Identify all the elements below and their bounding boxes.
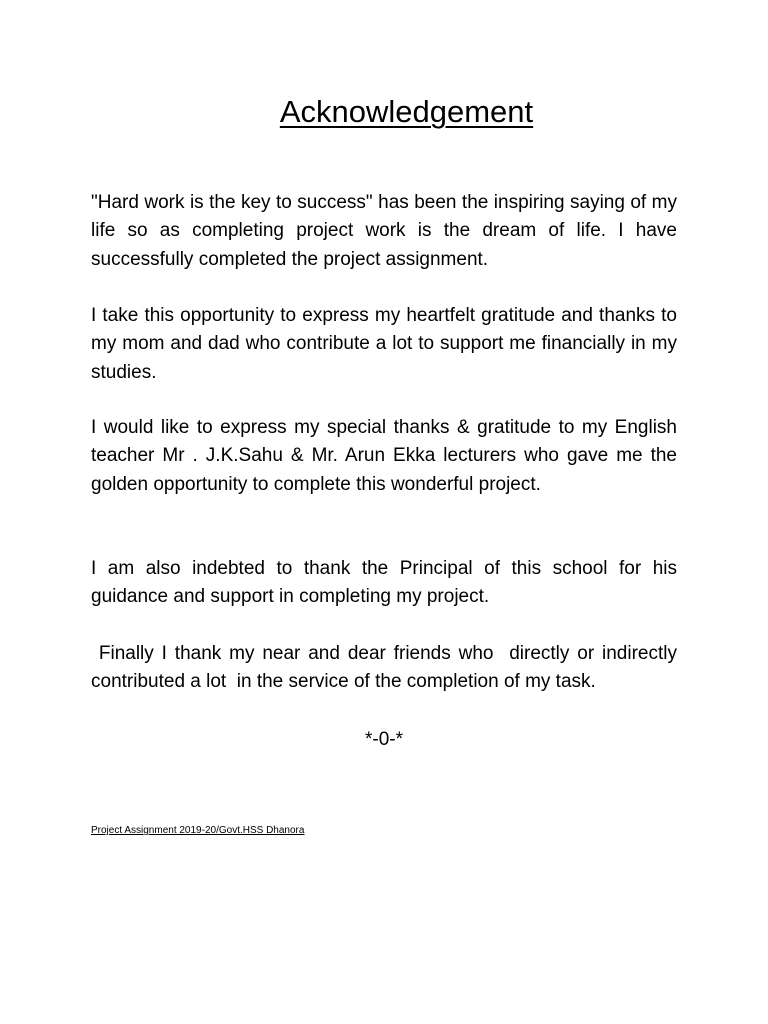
paragraph-motto: "Hard work is the key to success" has been the inspiring saying of my life so as completing project work is the dream of life. I have successfully completed the project assignment. xyxy=(91,192,677,270)
footer-note: Project Assignment 2019-20/Govt.HSS Dhanora xyxy=(91,825,305,836)
paragraph-principal: I am also indebted to thank the Principal of this school for his guidance and support in completing my project. xyxy=(91,558,677,608)
paragraph-parents: I take this opportunity to express my heartfelt gratitude and thanks to my mom and dad who contribute a lot to support me financially in my studies. xyxy=(91,305,677,383)
paragraph-teachers: I would like to express my special thanks & gratitude to my English teacher Mr . J.K.Sahu & Mr. Arun Ekka lecturers who gave me the golden opportunity to complete this wonderful project. xyxy=(91,417,677,495)
end-separator: *-0-* xyxy=(364,729,403,750)
paragraph-friends: Finally I thank my near and dear friends who directly or indirectly contributed a lot in the service of the completion of my task. xyxy=(91,643,683,693)
page-title: Acknowledgement xyxy=(279,94,534,129)
